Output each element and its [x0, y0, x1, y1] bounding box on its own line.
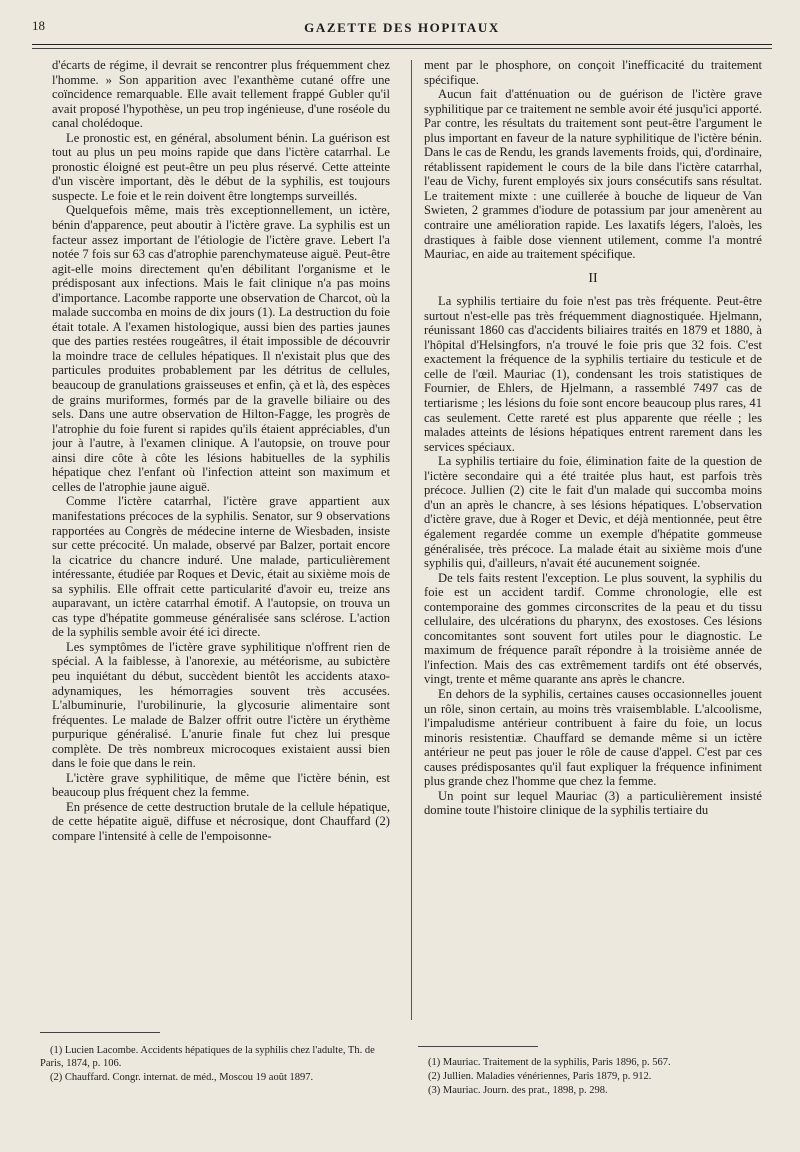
paragraph: Quelquefois même, mais très exceptionnellement, un ictère, bénin d'apparence, peut aboutir à l'ictère grave. La syphilis est un facteur assez important de l'étiologie de l'ictère grave. Lebert l'a notée 7 fois sur 63 cas d'atrophie parenchymateuse aiguë. Peut-être agit-elle moins directement qu'en débilitant l'organisme et le prédisposant aux infections. Mais le fait clinique n'a pas moins d'importance. Lacombe rapporte une observation de Charcot, où la malade succomba en moins de dix jours (1). La destruction du foie était totale. A l'examen histologique, aussi bien des parties jaunes que des parties restées rougeâtres, il était impossible de découvrir la moindre trace de cellules hépatiques. Il n'existait plus que des particules produites probablement par les détritus de cellules, beaucoup de granulations graisseuses et enfin, çà et là, des espèces de grains muriformes, formés par de la gravelle biliaire ou des sels. Dans une autre observation de Hilton-Fagge, les progrès de l'atrophie du foie furent si rapides qu'ils étaient appréciables, d'un jour à l'autre, à l'examen clinique. A l'autopsie, on trouve pour ainsi dire côte à côte les lésions habituelles de la syphilis hépatique chez l'enfant où l'infection atteint son maximum et celles de l'atrophie jaune aiguë.: [52, 203, 390, 494]
paragraph: Le pronostic est, en général, absolument bénin. La guérison est tout au plus un peu moins rapide que dans l'ictère catarrhal. Le pronostic éloigné est peut-être un peu plus réservé. Cette atteinte d'un viscère important, dès le début de la syphilis, est toujours suspecte. Le foie et le rein doivent être longtemps surveillés.: [52, 130, 390, 203]
header-rule-thin: [32, 48, 772, 49]
paragraph: La syphilis tertiaire du foie n'est pas très fréquente. Peut-être surtout n'est-elle pas très fréquemment diagnostiquée. Hjelmann, réunissant 1860 cas d'accidents biliaires traités en 1879 et 1880, à l'hôpital d'Helsingfors, n'a trouvé le foie pris que 32 fois. C'est exactement la fréquence de la syphilis tertiaire du testicule et de celle de l'œil. Mauriac (1), condensant les trois statistiques de Fournier, de Ehlers, de Hjelmann, a rassemblé 7497 cas de tertiarisme ; les lésions du foie sont encore beaucoup plus rares, 41 cas seulement. Cette rareté est plus apparente que réelle ; les malades atteints de lésions hépatiques entrent rarement dans les services spéciaux.: [424, 294, 762, 454]
paragraph: ment par le phosphore, on conçoit l'inefficacité du traitement spécifique.: [424, 58, 762, 87]
footnote: (2) Jullien. Maladies vénériennes, Paris 1879, p. 912.: [428, 1071, 652, 1082]
paragraph: En dehors de la syphilis, certaines causes occasionnelles jouent un rôle, sinon certain, au moins très vraisemblable. L'alcoolisme, l'impaludisme antérieur contribuent à faire du foie, un locus minoris resistentiæ. Chauffard se demande même si un ictère antérieur ne peut pas jouer le rôle de cause d'appel. C'est par ces causes prédisposantes qu'il faut expliquer la fréquence infiniment plus grande chez l'homme que chez la femme.: [424, 686, 762, 789]
footnote: (1) Mauriac. Traitement de la syphilis, Paris 1896, p. 567.: [428, 1057, 671, 1068]
footnotes-left: [40, 1044, 400, 1085]
header-rule: [32, 44, 772, 45]
footnote: (3) Mauriac. Journ. des prat., 1898, p. 298.: [428, 1085, 608, 1096]
footnotes-right: [418, 1056, 758, 1098]
paragraph: Aucun fait d'atténuation ou de guérison de l'ictère grave syphilitique par ce traitement ne semble avoir été jusqu'ici apporté. Par contre, les résultats du traitement sont peut-être l'argument le plus important en faveur de la nature syphilitique de l'ictère bénin. Dans le cas de Rendu, les grands lavements froids, qui, d'ordinaire, rétablissent rapidement le cours de la bile dans l'ictère catarrhal, l'eau de Vichy, furent employés six jours consécutifs sans résultat. Le traitement mixte : une cuillerée à bouche de liqueur de Van Swieten, 2 grammes d'iodure de potassium par jour amenèrent au contraire une amélioration rapide. Les laxatifs légers, l'aloès, les drastiques à faible dose viennent utilement, comme l'a montré Mauriac, en aide au traitement spécifique.: [424, 87, 762, 262]
footnote-rule-left: [40, 1032, 160, 1033]
paragraph: La syphilis tertiaire du foie, élimination faite de la question de l'ictère secondaire qui a été traitée plus haut, est parfois très précoce. Jullien (2) cite le fait d'un malade qui succomba moins d'un an après le chancre, à ses lésions hépatiques. L'observation d'ictère grave, due à Roger et Devic, et déjà mentionnée, peut être également regardée comme un exemple d'hépatite gommeuse généralisée, très précoce. La malade était au sixième mois d'une syphilis qui, d'ailleurs, n'avait été aucunement soignée.: [424, 454, 762, 571]
left-column: [52, 58, 390, 1018]
paragraph: Un point sur lequel Mauriac (3) a particulièrement insisté domine toute l'histoire clinique de la syphilis tertiaire du: [424, 788, 762, 818]
page-number: 18: [32, 18, 45, 33]
right-column: [424, 58, 762, 1018]
footnote: (1) Lucien Lacombe. Accidents hépatiques de la syphilis chez l'adulte, Th. de Paris, 1874, p. 106.: [40, 1045, 375, 1069]
footnote-rule-right: [418, 1046, 538, 1047]
paragraph: De tels faits restent l'exception. Le plus souvent, la syphilis du foie est un accident tardif. Comme chronologie, elle est contemporaine des gommes circonscrites de la peau et du tissu cellulaire, des ulcérations du pharynx, des exostoses. Ces lésions concomitantes sont souvent fort utiles pour le diagnostic. Le maximum de fréquence paraît répondre à la troisième année de l'infection. Mais des cas extrêmement tardifs ont été observés, vingt, trente et même quarante ans après le chancre.: [424, 570, 762, 687]
running-header: [32, 18, 772, 38]
paragraph: En présence de cette destruction brutale de la cellule hépatique, de cette hépatite aiguë, diffuse et nécrosique, dont Chauffard (2) compare l'intensité à celle de l'empoisonne-: [52, 799, 390, 843]
paragraph: Les symptômes de l'ictère grave syphilitique n'offrent rien de spécial. A la faiblesse, à l'anorexie, au météorisme, au subictère peu inquiétant du début, succèdent bientôt les accidents ataxo-adynamiques, les hémorragies souvent très accusées. L'albuminurie, l'urobilinurie, la glycosurie alimentaire sont fréquentes. Le malade de Balzer offrit outre l'ictère un érythème purpurique généralisé. L'anurie finale fut chez lui presque complète. De très nombreux microcoques existaient aussi bien dans le foie que dans le rein.: [52, 639, 390, 771]
paragraph: L'ictère grave syphilitique, de même que l'ictère bénin, est beaucoup plus fréquent chez la femme.: [52, 770, 390, 800]
paragraph: Comme l'ictère catarrhal, l'ictère grave appartient aux manifestations précoces de la syphilis. Senator, sur 9 observations rapportées au Congrès de médecine interne de Wiesbaden, insiste sur cette précocité. Un malade, observé par Balzer, portait encore la cicatrice du chancre induré. Une malade, particulièrement intéressante, étudiée par Roques et Devic, était au sixième mois de sa syphilis. Elle offrait cette particularité d'avoir eu, treize ans auparavant, un ictère catarrhal émotif. A l'autopsie, on trouva un cas type d'hépatite gommeuse généralisée sans sclérose. L'action de la syphilis semble avoir été ici directe.: [52, 494, 390, 640]
section-heading: II: [588, 270, 598, 286]
footnote: (2) Chauffard. Congr. internat. de méd., Moscou 19 août 1897.: [50, 1072, 314, 1083]
journal-title: GAZETTE DES HOPITAUX: [304, 20, 500, 35]
column-divider: [411, 60, 412, 1020]
paragraph: d'écarts de régime, il devrait se rencontrer plus fréquemment chez l'homme. » Son apparition avec l'exanthème cutané offre une coïncidence remarquable. Elle avait tellement frappé Gubler qu'il avait proposé l'hypothèse, un peu trop ingénieuse, d'une roséole du canal cholédoque.: [52, 58, 390, 131]
